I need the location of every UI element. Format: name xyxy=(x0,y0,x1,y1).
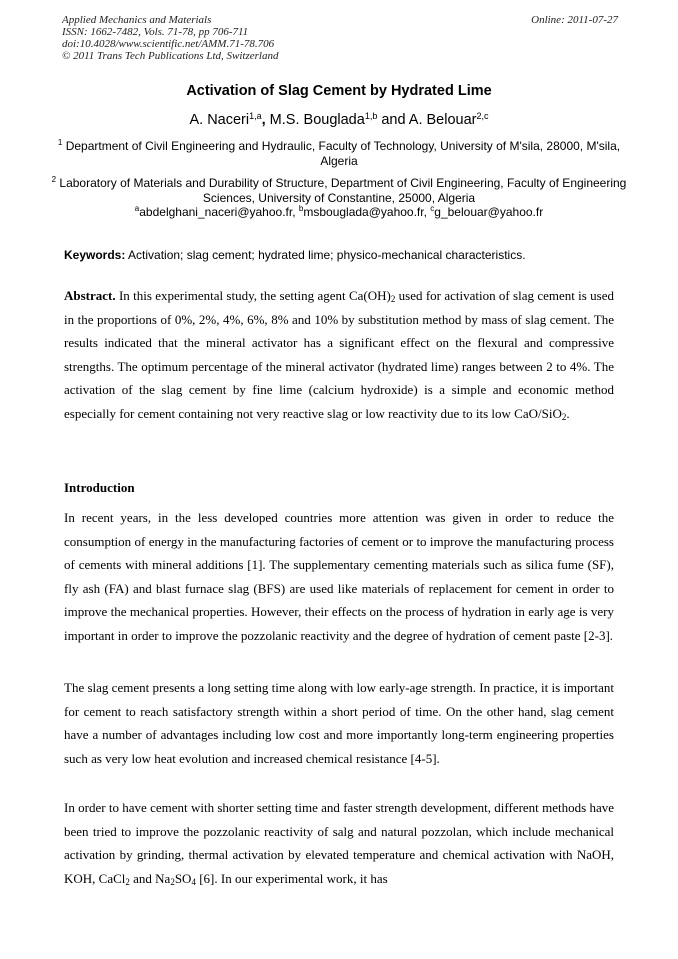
subscript: 4 xyxy=(191,876,196,887)
paragraph-text: SO xyxy=(174,870,192,886)
affiliation-number: 1 xyxy=(57,138,63,147)
email-marker: c xyxy=(430,204,435,213)
affiliation-2 xyxy=(40,176,638,206)
keywords-text: Activation; slag cement; hydrated lime; physico-mechanical characteristics. xyxy=(125,248,526,262)
affiliation-number: 2 xyxy=(51,175,57,184)
subscript: 2 xyxy=(390,294,396,304)
paragraph-text: In order to have cement with shorter setting time and faster strength development, different methods have been tried to improve the pozzolanic reactivity of salg and natural pozzolan, which include mechanical activation by grinding, thermal activation by elevated temperature and chemical activation with NaOH, KOH, CaCl xyxy=(64,800,614,886)
email-address[interactable]: msbouglada@yahoo.fr, xyxy=(303,205,431,219)
author-name: A. Belouar xyxy=(408,112,477,128)
paragraph-text: and Na xyxy=(129,870,171,886)
affiliation-text: Department of Civil Engineering and Hydraulic, Faculty of Technology, University of M'sila, 28000, M'sila, Algeria xyxy=(62,139,621,168)
email-marker: b xyxy=(298,204,304,213)
keywords-label: Keywords: xyxy=(64,248,126,262)
subscript: 2 xyxy=(170,876,175,887)
email-address[interactable]: g_belouar@yahoo.fr xyxy=(434,205,544,219)
abstract-text: In this experimental study, the setting agent Ca(OH) xyxy=(115,288,391,303)
journal-name: Applied Mechanics and Materials xyxy=(62,14,212,26)
author-affil-marker: 1,b xyxy=(364,111,378,121)
section-heading-introduction: Introduction xyxy=(64,480,135,495)
abstract-text: used for activation of slag cement is used in the proportions of 0%, 2%, 4%, 6%, 8% and 10% by substitution method by mass of slag cement. The results indicated that the mineral activator has a significant effect on the flexural and compressive strengths. The optimum percentage of the mineral activator (hydrated lime) ranges between 2 to 4%. The activation of the slag cement by fine lime (calcium hydroxide) is a simple and economic method especially for cement containing not very reactive slag or low reactivity due to its low CaO/SiO xyxy=(64,288,614,421)
abstract-text: . xyxy=(566,405,570,421)
author-separator: , xyxy=(261,112,266,128)
author-affil-marker: 1,a xyxy=(249,111,262,121)
email-marker: a xyxy=(134,204,140,213)
author-affil-marker: 2,c xyxy=(476,111,489,121)
author-name: A. Naceri xyxy=(189,112,250,128)
author-name: M.S. Bouglada xyxy=(265,112,365,128)
author-emails xyxy=(0,205,678,219)
affiliation-1 xyxy=(40,139,638,169)
author-list xyxy=(0,112,678,128)
running-header xyxy=(62,14,618,62)
doi-line: doi:10.4028/www.scientific.net/AMM.71-78.706 xyxy=(62,38,275,50)
paper-title: Activation of Slag Cement by Hydrated Lime xyxy=(186,83,492,99)
copyright-line: © 2011 Trans Tech Publications Ltd, Switzerland xyxy=(62,50,279,62)
keywords xyxy=(64,248,616,262)
intro-paragraph-3 xyxy=(64,796,614,890)
paragraph-text: [6]. In our experimental work, it has xyxy=(195,870,388,886)
affiliation-text: Laboratory of Materials and Durability of Structure, Department of Civil Engineering, Faculty of Engineering Sciences, University of Constantine, 25000, Algeria xyxy=(56,176,627,205)
subscript: 2 xyxy=(125,876,130,887)
online-date: Online: 2011-07-27 xyxy=(531,14,618,26)
abstract xyxy=(64,284,614,425)
subscript: 2 xyxy=(561,411,567,422)
abstract-label: Abstract. xyxy=(64,288,116,303)
issn-line: ISSN: 1662-7482, Vols. 71-78, pp 706-711 xyxy=(62,26,249,38)
intro-paragraph-1: In recent years, in the less developed countries more attention was given in order to reduce the consumption of energy in the manufacturing factories of cement or to improve the manufacturing process of cements with mineral additions [1]. The supplementary cementing materials such as silica fume (SF), fly ash (FA) and blast furnace slag (BFS) are used like materials of replacement for cement in order to improve the mechanical properties. However, their effects on the process of hydration in early age is very important in order to improve the pozzolanic reactivity and the degree of hydration of cement paste [2-3]. xyxy=(64,510,614,643)
email-address[interactable]: abdelghani_naceri@yahoo.fr, xyxy=(139,205,299,219)
intro-paragraph-2: The slag cement presents a long setting time along with low early-age strength. In practice, it is important for cement to reach satisfactory strength within a short period of time. On the other hand, slag cement have a number of advantages including low cost and more importantly long-term engineering properties such as very low heat evolution and increased chemical resistance [4-5]. xyxy=(64,680,614,766)
author-conjunction: and xyxy=(377,112,409,128)
